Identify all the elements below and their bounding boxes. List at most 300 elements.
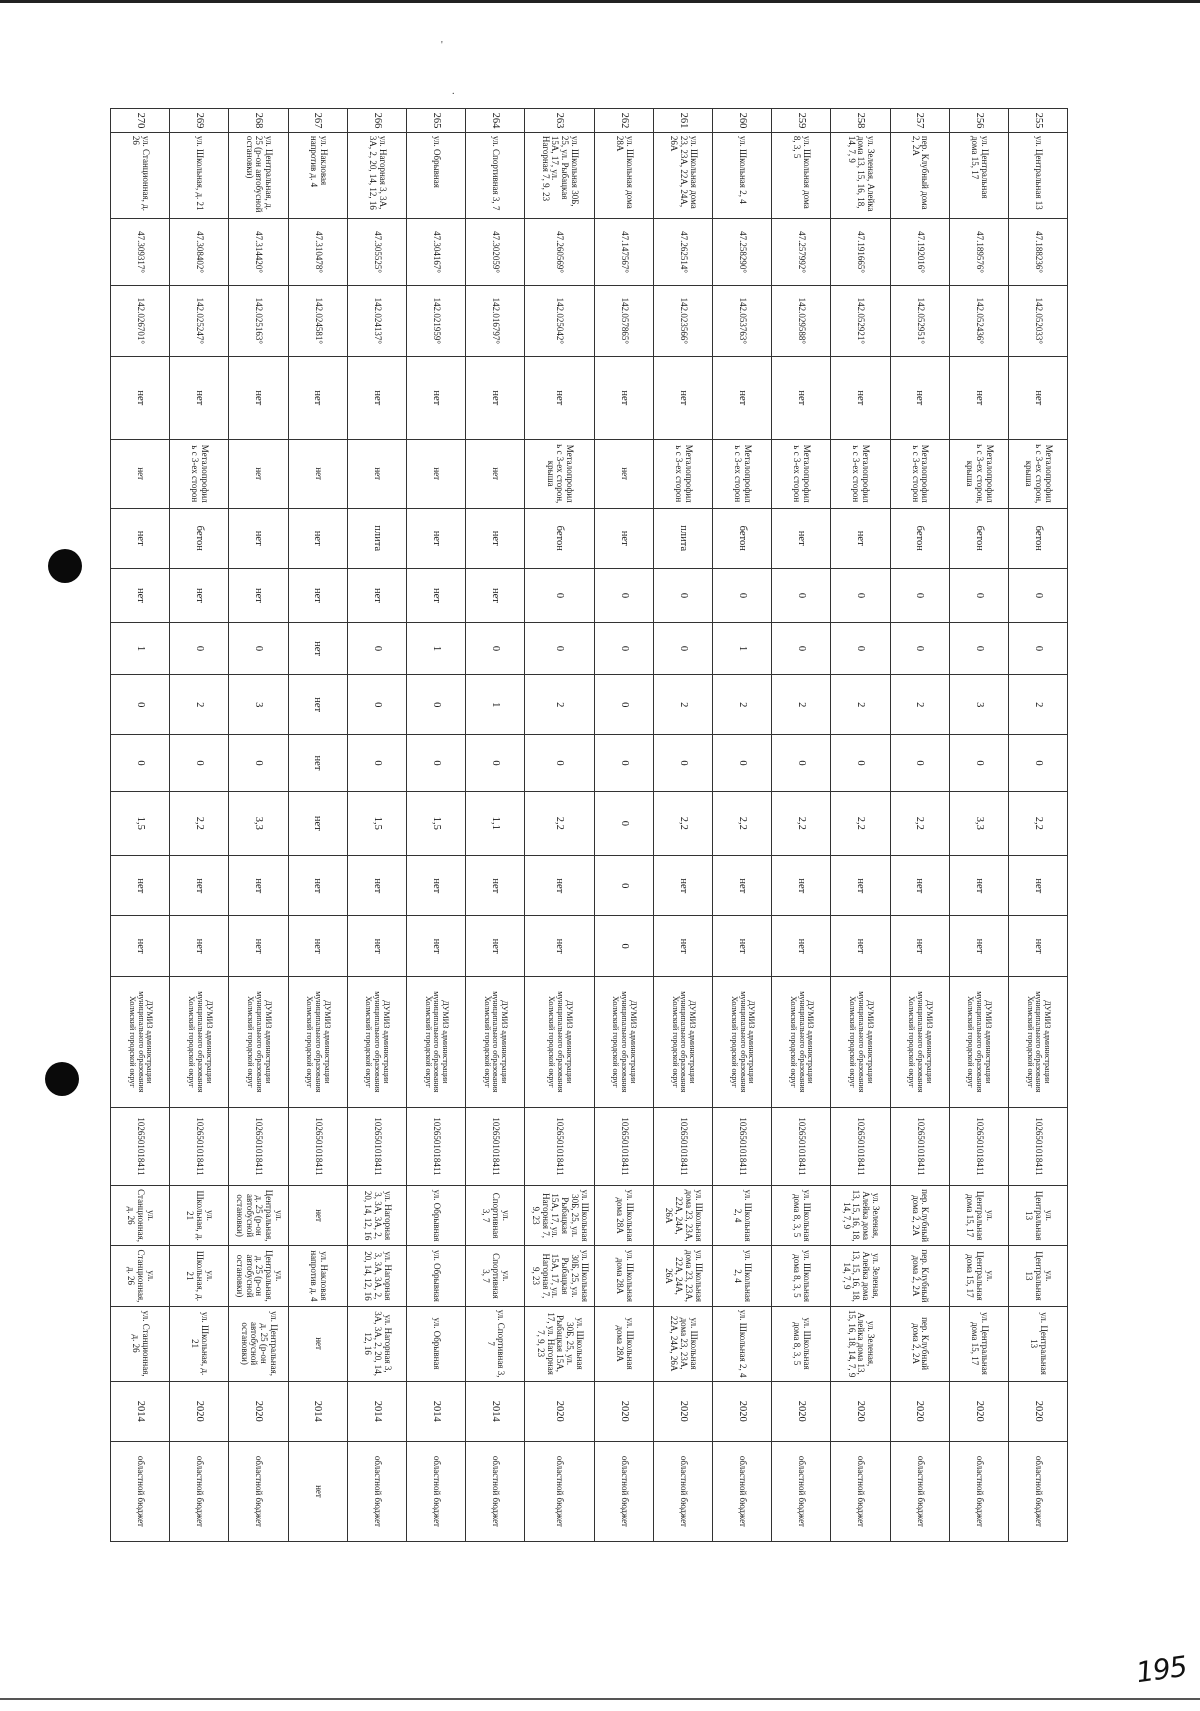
site-address: пер. Клубный дома 2, 2А xyxy=(890,132,949,218)
cell: нет xyxy=(170,356,229,439)
cell: нет xyxy=(831,916,890,976)
served-address: ул. Школьная 30Б, 25, ул. Рыбацкая 15А, 17, ул. Нагорная 7, 9, 23 xyxy=(525,1185,595,1245)
served-address: ул. Школьная 30Б, 25, ул. Рыбацкая 15А, 17, ул. Нагорная 7, 9, 23 xyxy=(525,1246,595,1306)
cell: 0 xyxy=(713,735,772,791)
cell: нет xyxy=(229,916,288,976)
cell: нет xyxy=(406,568,465,622)
fence-type: Металопрофиль с 3-ех сторон xyxy=(653,439,712,508)
served-address: ул. Спортивная 3, 7 xyxy=(466,1185,525,1245)
cell: нет xyxy=(772,356,831,439)
longitude: 142.029588° xyxy=(772,285,831,356)
area-value: 2,2 xyxy=(772,791,831,856)
served-address: ул. Школьная 2, 4 xyxy=(713,1185,772,1245)
served-address: ул. Школьная дома 8, 3, 5 xyxy=(772,1306,831,1381)
cell: 0 xyxy=(831,568,890,622)
served-address: ул. Нагорная 3, 3А, 3А, 2, 20, 14, 12, 16 xyxy=(347,1185,406,1245)
site-address: ул. Школьная дома 23, 23А, 22А, 24А, 26А xyxy=(653,132,712,218)
longitude: 142.052436° xyxy=(949,285,1008,356)
cell: 0 xyxy=(594,623,653,675)
served-address: ул. Центральная 13 xyxy=(1008,1185,1067,1245)
longitude: 142.025247° xyxy=(170,285,229,356)
funding-source: областной бюджет xyxy=(772,1441,831,1541)
owner-name: ДУМИЗ администрации муниципального образования Холмский городской округ xyxy=(772,976,831,1107)
served-address: ул. Спортивная 3, 7 xyxy=(466,1306,525,1381)
surface-type: плита xyxy=(653,508,712,568)
latitude: 47.257992° xyxy=(772,219,831,286)
punch-hole-lower xyxy=(45,1062,79,1096)
year: 2020 xyxy=(713,1381,772,1441)
cell: 0 xyxy=(890,568,949,622)
cell: нет xyxy=(949,856,1008,916)
area-value: 1,5 xyxy=(347,791,406,856)
latitude: 47.262514° xyxy=(653,219,712,286)
served-address: ул. Школьная, д. 21 xyxy=(170,1306,229,1381)
cell: 1 xyxy=(406,623,465,675)
cell: нет xyxy=(111,856,170,916)
surface-type: нет xyxy=(111,508,170,568)
table-row xyxy=(466,109,525,1542)
cell: нет xyxy=(949,356,1008,439)
served-address: ул. Станционная, д. 26 xyxy=(111,1185,170,1245)
cell: 0 xyxy=(890,735,949,791)
table-row xyxy=(772,109,831,1542)
served-address: ул. Центральная, д. 25 (р-он автобусной остановки) xyxy=(229,1185,288,1245)
cell: 0 xyxy=(653,735,712,791)
latitude: 47.305525° xyxy=(347,219,406,286)
cell: 0 xyxy=(1008,568,1067,622)
surface-type: нет xyxy=(229,508,288,568)
longitude: 142.052921° xyxy=(831,285,890,356)
cell: нет xyxy=(170,568,229,622)
cell: 0 xyxy=(111,735,170,791)
year: 2020 xyxy=(229,1381,288,1441)
served-address: ул. Нагорная 3, 3А, 3А, 2, 20, 14, 12, 16 xyxy=(347,1246,406,1306)
funding-source: областной бюджет xyxy=(653,1441,712,1541)
fence-type: Металопрофиль с 3-ех сторон xyxy=(772,439,831,508)
ogrn-number: 1026501018411 xyxy=(1008,1107,1067,1185)
container-count: 3 xyxy=(229,675,288,735)
cell: 1 xyxy=(713,623,772,675)
cell: нет xyxy=(288,735,347,791)
cell: 0 xyxy=(466,735,525,791)
served-address: ул. Центральная дома 15, 17 xyxy=(949,1306,1008,1381)
row-number: 264 xyxy=(466,109,525,133)
ogrn-number: 1026501018411 xyxy=(772,1107,831,1185)
served-address: ул. Школьная 2, 4 xyxy=(713,1246,772,1306)
area-value: 2,2 xyxy=(713,791,772,856)
punch-hole-upper xyxy=(48,549,82,583)
cell: нет xyxy=(406,356,465,439)
served-address: ул. Обрывная xyxy=(406,1306,465,1381)
served-address: нет xyxy=(288,1306,347,1381)
ogrn-number: 1026501018411 xyxy=(949,1107,1008,1185)
cell: нет xyxy=(525,916,595,976)
year: 2020 xyxy=(653,1381,712,1441)
served-address: ул. Обрывная xyxy=(406,1246,465,1306)
cell: нет xyxy=(288,856,347,916)
table-row xyxy=(288,109,347,1542)
cell: нет xyxy=(949,916,1008,976)
cell: 0 xyxy=(653,623,712,675)
container-count: 1 xyxy=(466,675,525,735)
cell: 0 xyxy=(229,623,288,675)
surface-type: бетон xyxy=(949,508,1008,568)
fence-type: нет xyxy=(111,439,170,508)
table-row xyxy=(406,109,465,1542)
longitude: 142.016797° xyxy=(466,285,525,356)
container-count: 3 xyxy=(949,675,1008,735)
served-address: ул. Центральная, д. 25 (р-он автобусной остановки) xyxy=(229,1306,288,1381)
scan-top-border xyxy=(0,0,1200,3)
fence-type: нет xyxy=(347,439,406,508)
area-value: 3,3 xyxy=(949,791,1008,856)
year: 2020 xyxy=(170,1381,229,1441)
served-address: ул. Накловая напротив д. 4 xyxy=(288,1246,347,1306)
cell: нет xyxy=(288,356,347,439)
site-address: ул. Школьная 2, 4 xyxy=(713,132,772,218)
row-number: 267 xyxy=(288,109,347,133)
table-row xyxy=(594,109,653,1542)
cell: 0 xyxy=(653,568,712,622)
cell: нет xyxy=(594,356,653,439)
funding-source: областной бюджет xyxy=(594,1441,653,1541)
surface-type: нет xyxy=(288,508,347,568)
served-address: ул. Центральная 13 xyxy=(1008,1306,1067,1381)
cell: нет xyxy=(772,856,831,916)
fence-type: нет xyxy=(406,439,465,508)
owner-name: ДУМИЗ администрации муниципального образования Холмский городской округ xyxy=(594,976,653,1107)
row-number: 261 xyxy=(653,109,712,133)
latitude: 47.192016° xyxy=(890,219,949,286)
latitude: 47.191665° xyxy=(831,219,890,286)
cell: 0 xyxy=(347,623,406,675)
cell: нет xyxy=(653,856,712,916)
surface-type: нет xyxy=(406,508,465,568)
cell: нет xyxy=(347,856,406,916)
surface-type: нет xyxy=(772,508,831,568)
cell: 0 xyxy=(831,735,890,791)
ogrn-number: 1026501018411 xyxy=(831,1107,890,1185)
funding-source: областной бюджет xyxy=(347,1441,406,1541)
cell: нет xyxy=(288,623,347,675)
latitude: 47.308402° xyxy=(170,219,229,286)
owner-name: ДУМИЗ администрации муниципального образования Холмский городской округ xyxy=(406,976,465,1107)
ogrn-number: 1026501018411 xyxy=(347,1107,406,1185)
row-number: 262 xyxy=(594,109,653,133)
cell: 0 xyxy=(890,623,949,675)
longitude: 142.025042° xyxy=(525,285,595,356)
cell: нет xyxy=(111,356,170,439)
served-address: ул. Центральная 13 xyxy=(1008,1246,1067,1306)
latitude: 47.304167° xyxy=(406,219,465,286)
served-address: ул. Школьная 30Б, 25, ул. Рыбацкая 15А, 17, ул. Нагорная 7, 9, 23 xyxy=(525,1306,595,1381)
surface-type: нет xyxy=(594,508,653,568)
cell: 0 xyxy=(229,735,288,791)
fence-type: Металопрофиль с 3-ех сторон xyxy=(890,439,949,508)
cell: 0 xyxy=(347,735,406,791)
cell: 0 xyxy=(772,735,831,791)
site-address: ул. Школьная 30Б, 25, ул. Рыбацкая 15А, 17, ул. Нагорная 7, 9, 23 xyxy=(525,132,595,218)
served-address: ул. Школьная дома 28А xyxy=(594,1185,653,1245)
cell: нет xyxy=(288,568,347,622)
served-address: ул. Школьная, д. 21 xyxy=(170,1246,229,1306)
owner-name: ДУМИЗ администрации муниципального образования Холмский городской округ xyxy=(466,976,525,1107)
cell: нет xyxy=(525,356,595,439)
fence-type: Металопрофиль с 3-ех сторон xyxy=(831,439,890,508)
year: 2014 xyxy=(406,1381,465,1441)
served-address: ул. Станционная, д. 26 xyxy=(111,1306,170,1381)
area-value: 2,2 xyxy=(890,791,949,856)
table-row xyxy=(713,109,772,1542)
cell: нет xyxy=(466,916,525,976)
year: 2020 xyxy=(949,1381,1008,1441)
container-count: 0 xyxy=(406,675,465,735)
cell: нет xyxy=(1008,856,1067,916)
area-value: 0 xyxy=(594,791,653,856)
owner-name: ДУМИЗ администрации муниципального образования Холмский городской округ xyxy=(170,976,229,1107)
cell: нет xyxy=(890,916,949,976)
served-address: ул. Нагорная 3, 3А, 3А, 2, 20, 14, 12, 16 xyxy=(347,1306,406,1381)
area-value: 2,2 xyxy=(170,791,229,856)
cell: нет xyxy=(713,916,772,976)
area-value: 1,5 xyxy=(406,791,465,856)
longitude: 142.026701° xyxy=(111,285,170,356)
ogrn-number: 1026501018411 xyxy=(525,1107,595,1185)
cell: нет xyxy=(170,856,229,916)
year: 2020 xyxy=(831,1381,890,1441)
cell: 0 xyxy=(525,623,595,675)
served-address: ул. Школьная дома 23, 23А, 22А, 24А, 26А xyxy=(653,1185,712,1245)
latitude: 47.260569° xyxy=(525,219,595,286)
table-row xyxy=(525,109,595,1542)
served-address: ул. Школьная, д. 21 xyxy=(170,1185,229,1245)
surface-type: нет xyxy=(466,508,525,568)
cell: нет xyxy=(466,568,525,622)
table-row xyxy=(831,109,890,1542)
latitude: 47.310478° xyxy=(288,219,347,286)
row-number: 259 xyxy=(772,109,831,133)
year: 2020 xyxy=(772,1381,831,1441)
longitude: 142.024581° xyxy=(288,285,347,356)
funding-source: областной бюджет xyxy=(170,1441,229,1541)
owner-name: ДУМИЗ администрации муниципального образования Холмский городской округ xyxy=(347,976,406,1107)
ogrn-number: 1026501018411 xyxy=(111,1107,170,1185)
served-address: ул. Школьная дома 8, 3, 5 xyxy=(772,1185,831,1245)
ogrn-number: 1026501018411 xyxy=(466,1107,525,1185)
cell: 0 xyxy=(831,623,890,675)
owner-name: ДУМИЗ администрации муниципального образования Холмский городской округ xyxy=(713,976,772,1107)
cell: 0 xyxy=(170,735,229,791)
owner-name: ДУМИЗ администрации муниципального образования Холмский городской округ xyxy=(949,976,1008,1107)
owner-name: ДУМИЗ администрации муниципального образования Холмский городской округ xyxy=(288,976,347,1107)
served-address: ул. Центральная дома 15, 17 xyxy=(949,1246,1008,1306)
row-number: 256 xyxy=(949,109,1008,133)
ogrn-number: 1026501018411 xyxy=(406,1107,465,1185)
cell: нет xyxy=(170,916,229,976)
cell: нет xyxy=(466,356,525,439)
cell: нет xyxy=(653,356,712,439)
row-number: 258 xyxy=(831,109,890,133)
fence-type: Металопрофиль с 3-ех сторон, крыша xyxy=(1008,439,1067,508)
ogrn-number: 1026501018411 xyxy=(594,1107,653,1185)
cell: нет xyxy=(831,856,890,916)
owner-name: ДУМИЗ администрации муниципального образования Холмский городской округ xyxy=(229,976,288,1107)
area-value: нет xyxy=(288,791,347,856)
year: 2014 xyxy=(347,1381,406,1441)
container-count: 2 xyxy=(525,675,595,735)
fence-type: нет xyxy=(288,439,347,508)
cell: 0 xyxy=(406,735,465,791)
funding-source: нет xyxy=(288,1441,347,1541)
funding-source: областной бюджет xyxy=(406,1441,465,1541)
longitude: 142.057865° xyxy=(594,285,653,356)
served-address: ул. Школьная дома 23, 23А, 22А, 24А, 26А xyxy=(653,1306,712,1381)
cell: 1 xyxy=(111,623,170,675)
longitude: 142.024137° xyxy=(347,285,406,356)
cell: нет xyxy=(229,856,288,916)
site-address: ул. Спортивная 3, 7 xyxy=(466,132,525,218)
owner-name: ДУМИЗ администрации муниципального образования Холмский городской округ xyxy=(1008,976,1067,1107)
container-count: 2 xyxy=(772,675,831,735)
cell: нет xyxy=(1008,356,1067,439)
row-number: 270 xyxy=(111,109,170,133)
cell: нет xyxy=(713,356,772,439)
container-count: 2 xyxy=(890,675,949,735)
fence-type: Металопрофиль с 3-ех сторон xyxy=(170,439,229,508)
longitude: 142.023566° xyxy=(653,285,712,356)
served-address: ул. Школьная дома 28А xyxy=(594,1306,653,1381)
served-address: пер. Клубный дома 2, 2А xyxy=(890,1306,949,1381)
registry-table-wrapper xyxy=(110,108,1068,1542)
cell: 0 xyxy=(594,735,653,791)
site-address: ул. Центральная 13 xyxy=(1008,132,1067,218)
cell: 0 xyxy=(466,623,525,675)
surface-type: бетон xyxy=(525,508,595,568)
row-number: 257 xyxy=(890,109,949,133)
surface-type: плита xyxy=(347,508,406,568)
latitude: 47.258290° xyxy=(713,219,772,286)
fence-type: нет xyxy=(594,439,653,508)
served-address: ул. Обрывная xyxy=(406,1185,465,1245)
container-count: 2 xyxy=(713,675,772,735)
cell: 0 xyxy=(170,623,229,675)
cell: нет xyxy=(890,356,949,439)
cell: нет xyxy=(713,856,772,916)
table-row xyxy=(890,109,949,1542)
table-row xyxy=(170,109,229,1542)
site-address: ул. Школьная, д. 21 xyxy=(170,132,229,218)
cell: нет xyxy=(466,856,525,916)
site-address: ул. Школьная дома 8, 3, 5 xyxy=(772,132,831,218)
fence-type: нет xyxy=(229,439,288,508)
cell: нет xyxy=(288,916,347,976)
row-number: 268 xyxy=(229,109,288,133)
year: 2014 xyxy=(288,1381,347,1441)
site-address: ул. Зеленая, Алейка дома 13, 15, 16, 18, 14, 7, 9 xyxy=(831,132,890,218)
table-row xyxy=(653,109,712,1542)
table-row xyxy=(111,109,170,1542)
cell: 0 xyxy=(594,856,653,916)
served-address: пер. Клубный дома 2, 2А xyxy=(890,1185,949,1245)
container-count: 0 xyxy=(594,675,653,735)
registry-body xyxy=(111,109,1068,1542)
row-number: 263 xyxy=(525,109,595,133)
served-address: ул. Школьная дома 8, 3, 5 xyxy=(772,1246,831,1306)
cell: нет xyxy=(111,568,170,622)
cell: 0 xyxy=(713,568,772,622)
site-address: ул. Обрывная xyxy=(406,132,465,218)
cell: нет xyxy=(653,916,712,976)
longitude: 142.025163° xyxy=(229,285,288,356)
cell: нет xyxy=(347,916,406,976)
latitude: 47.302059° xyxy=(466,219,525,286)
area-value: 2,2 xyxy=(525,791,595,856)
site-address: ул. Центральная, д. 25 (р-он автобусной остановки) xyxy=(229,132,288,218)
cell: 0 xyxy=(949,623,1008,675)
served-address: ул. Центральная дома 15, 17 xyxy=(949,1185,1008,1245)
owner-name: ДУМИЗ администрации муниципального образования Холмский городской округ xyxy=(831,976,890,1107)
served-address: ул. Станционная, д. 26 xyxy=(111,1246,170,1306)
row-number: 265 xyxy=(406,109,465,133)
cell: нет xyxy=(890,856,949,916)
cell: нет xyxy=(229,356,288,439)
container-count: 0 xyxy=(111,675,170,735)
cell: нет xyxy=(1008,916,1067,976)
container-count: 2 xyxy=(653,675,712,735)
fence-type: Металопрофиль с 3-ех сторон, крыша xyxy=(525,439,595,508)
year: 2020 xyxy=(525,1381,595,1441)
ogrn-number: 1026501018411 xyxy=(653,1107,712,1185)
container-count: 2 xyxy=(170,675,229,735)
latitude: 47.189576° xyxy=(949,219,1008,286)
fence-type: Металопрофиль с 3-ех сторон xyxy=(713,439,772,508)
surface-type: бетон xyxy=(890,508,949,568)
registry-table xyxy=(110,108,1068,1542)
fence-type: нет xyxy=(466,439,525,508)
ogrn-number: 1026501018411 xyxy=(890,1107,949,1185)
owner-name: ДУМИЗ администрации муниципального образования Холмский городской округ xyxy=(525,976,595,1107)
longitude: 142.052951° xyxy=(890,285,949,356)
cell: 0 xyxy=(594,916,653,976)
surface-type: нет xyxy=(831,508,890,568)
container-count: 2 xyxy=(831,675,890,735)
row-number: 269 xyxy=(170,109,229,133)
funding-source: областной бюджет xyxy=(1008,1441,1067,1541)
area-value: 3,3 xyxy=(229,791,288,856)
longitude: 142.053763° xyxy=(713,285,772,356)
table-row xyxy=(347,109,406,1542)
served-address: ул. Зеленая, Алейка дома 13, 15, 16, 18, 14, 7, 9 xyxy=(831,1246,890,1306)
funding-source: областной бюджет xyxy=(890,1441,949,1541)
funding-source: областной бюджет xyxy=(949,1441,1008,1541)
served-address: ул. Зеленая, Алейка дома 13, 15, 16, 18, 14, 7, 9 xyxy=(831,1185,890,1245)
owner-name: ДУМИЗ администрации муниципального образования Холмский городской округ xyxy=(890,976,949,1107)
cell: нет xyxy=(229,568,288,622)
longitude: 142.052033° xyxy=(1008,285,1067,356)
cell: 0 xyxy=(949,568,1008,622)
container-count: нет xyxy=(288,675,347,735)
cell: нет xyxy=(831,356,890,439)
page-number: 195 xyxy=(1133,1649,1189,1690)
cell: 0 xyxy=(772,568,831,622)
scan-bottom-border xyxy=(0,1698,1200,1700)
year: 2020 xyxy=(890,1381,949,1441)
cell: нет xyxy=(406,856,465,916)
row-number: 260 xyxy=(713,109,772,133)
latitude: 47.188236° xyxy=(1008,219,1067,286)
owner-name: ДУМИЗ администрации муниципального образования Холмский городской округ xyxy=(111,976,170,1107)
table-row xyxy=(1008,109,1067,1542)
